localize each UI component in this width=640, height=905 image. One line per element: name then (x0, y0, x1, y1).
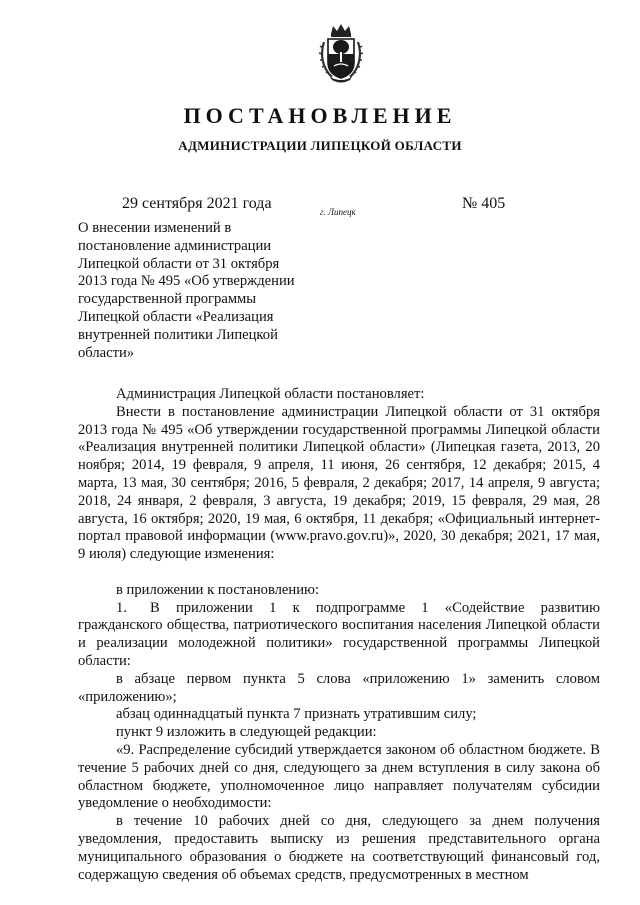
annex-paragraph: в приложении к постановлению: (116, 581, 319, 598)
document-title: ПОСТАНОВЛЕНИЕ (183, 103, 457, 128)
decree-paragraph: Внести в постановление администрации Липецкой области от 31 октября 2013 года № 495 «Об утверждении государственной программы Липецкой области «Реализация внутренней политики Липецкой области» (Липецкая газета, 2013, 20 ноября; 2014, 19 февраля, 9 апреля, 11 июня, 26 сентября, 12 декабря; 2015, 4 марта, 13 мая, 30 сентября; 2016, 5 февраля, 2 декабря; 2017, 14 апреля, 9 августа; 2018, 24 января, 2 февраля, 3 августа, 19 декабря; 2019, 15 февраля, 29 мая, 28 августа, 16 октября; 2020, 19 мая, 6 октября, 11 декабря; «Официальный интернет-портал правовой информации (www.pravo.gov.ru)», 2020, 30 декабря; 2021, 17 мая, 9 июля) следующие изменения: (78, 403, 600, 563)
heading-line: внутренней политики Липецкой (78, 326, 278, 343)
heading-line: Липецкой области «Реализация (78, 308, 274, 325)
paragraph-c: пункт 9 изложить в следующей редакции: (116, 724, 377, 741)
paragraph-b: абзац одиннадцатый пункта 7 признать утратившим силу; (116, 706, 477, 723)
heading-line: области» (78, 344, 135, 361)
document-heading (78, 220, 313, 362)
paragraph-a: в абзаце первом пункта 5 слова «приложению 1» заменить словом «приложению»; (78, 670, 600, 705)
heading-line: О внесении изменений в (78, 220, 232, 236)
item-1-paragraph (78, 600, 600, 671)
paragraph-d: «9. Распределение субсидий утверждается законом об областном бюджете. В течение 5 рабочих дней со дня, следующего за днем вступления в силу закона об областном бюджете, уполномоченное лицо направляет получателям субсидии уведомление о необходимости: (78, 741, 600, 812)
item-1-number: 1. (116, 599, 127, 616)
issuer-name: АДМИНИСТРАЦИИ ЛИПЕЦКОЙ ОБЛАСТИ (178, 138, 462, 153)
heading-line: государственной программы (78, 291, 257, 308)
heading-line: 2013 года № 495 «Об утверждении (78, 273, 295, 290)
document-date: 29 сентября 2021 года (122, 195, 272, 212)
heading-line: постановление администрации (78, 237, 272, 254)
document-number: № 405 (462, 195, 506, 212)
paragraph-e: в течение 10 рабочих дней со дня, следующего за днем получения уведомления, предоставить выписку из решения представительного органа муниципального образования о бюджете на соответствующий финансовый год, содержащую сведения об объемах средств, предусмотренных в местном (78, 813, 600, 883)
document-body (78, 386, 600, 884)
intro-paragraph: Администрация Липецкой области постановляет: (116, 386, 425, 402)
item-1-text: В приложении 1 к подпрограмме 1 «Содействие развитию гражданского общества, патриотического воспитания населения Липецкой области и реализации молодежной политики» государственной программы Липецкой области: (78, 599, 600, 669)
document-place: г. Липецк (320, 207, 356, 217)
coat-of-arms-icon (318, 22, 364, 84)
heading-line: Липецкой области от 31 октября (78, 255, 280, 272)
